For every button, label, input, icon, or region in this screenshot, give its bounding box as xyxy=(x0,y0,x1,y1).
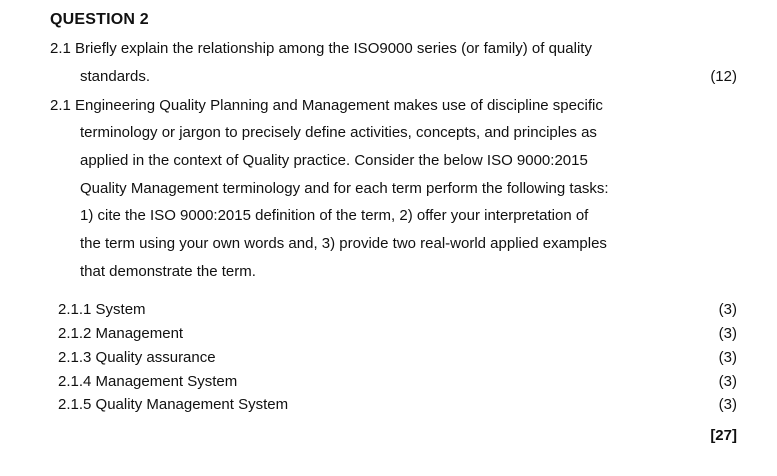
subitem-marks: (3) xyxy=(718,301,737,318)
part2-line6: the term using your own words and, 3) provide two real-world applied examples xyxy=(80,235,607,252)
subitem-label: 2.1.1 System xyxy=(58,301,146,318)
part1-marks: (12) xyxy=(710,68,737,85)
part1-line2: standards. xyxy=(80,68,151,85)
question-title: QUESTION 2 xyxy=(50,11,149,28)
part2-line7: that demonstrate the term. xyxy=(80,263,256,280)
part2-line5: 1) cite the ISO 9000:2015 definition of the term, 2) offer your interpretation of xyxy=(80,207,589,224)
subitem-label: 2.1.5 Quality Management System xyxy=(58,396,289,413)
subitem-marks: (3) xyxy=(718,325,737,342)
total-marks: [27] xyxy=(710,427,737,444)
part2-line2: terminology or jargon to precisely define activities, concepts, and principles as xyxy=(80,124,597,141)
subitem-marks: (3) xyxy=(718,373,737,390)
subitem-label: 2.1.3 Quality assurance xyxy=(58,349,216,366)
part2-line4: Quality Management terminology and for each term perform the following tasks: xyxy=(80,180,609,197)
subitem-label: 2.1.2 Management xyxy=(58,325,184,342)
subitem-label: 2.1.4 Management System xyxy=(58,373,238,390)
part1-line1: 2.1 Briefly explain the relationship among the ISO9000 series (or family) of quality xyxy=(50,40,592,57)
subitem-marks: (3) xyxy=(718,349,737,366)
subitem-marks: (3) xyxy=(718,396,737,413)
part2-line1: 2.1 Engineering Quality Planning and Management makes use of discipline specific xyxy=(50,97,603,114)
part2-line3: applied in the context of Quality practice. Consider the below ISO 9000:2015 xyxy=(80,152,588,169)
